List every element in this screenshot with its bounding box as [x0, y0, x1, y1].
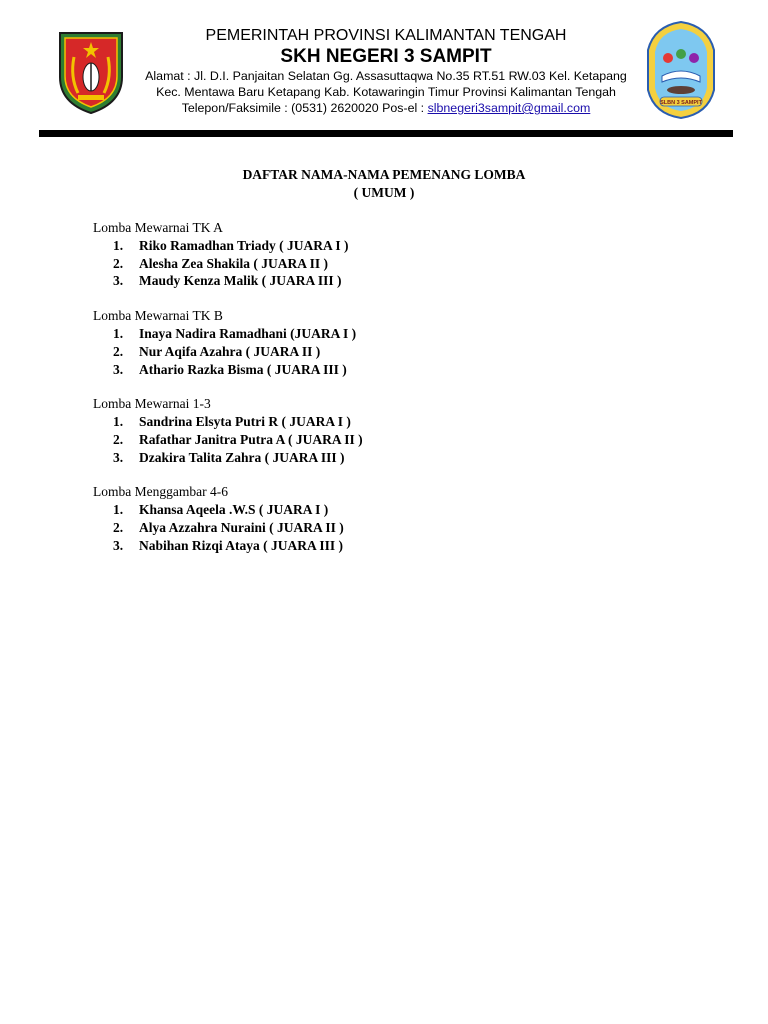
winner-name: Alesha Zea Shakila ( JUARA II ) [139, 255, 329, 271]
item-number: 2. [113, 520, 124, 536]
winner-name: Inaya Nadira Ramadhani (JUARA I ) [139, 326, 357, 342]
list-item [93, 237, 693, 255]
competition-title: Lomba Mewarnai TK B [93, 308, 223, 324]
item-number: 3. [113, 361, 124, 377]
letterhead [0, 0, 768, 140]
competition-group [93, 307, 693, 378]
government-name: PEMERINTAH PROVINSI KALIMANTAN TENGAH [205, 27, 567, 44]
list-item [93, 343, 693, 361]
winner-name: Khansa Aqeela .W.S ( JUARA I ) [139, 502, 329, 518]
competition-title: Lomba Menggambar 4-6 [93, 484, 228, 500]
list-item [93, 272, 693, 290]
svg-text:SLBN 3 SAMPIT: SLBN 3 SAMPIT [660, 100, 702, 106]
winner-name: Riko Ramadhan Triady ( JUARA I ) [139, 238, 349, 253]
item-number: 1. [113, 326, 124, 342]
item-number: 1. [113, 238, 124, 253]
address-line-2: Kec. Mentawa Baru Ketapang Kab. Kotawaringin Timur Provinsi Kalimantan Tengah [156, 85, 616, 99]
list-item [93, 537, 693, 555]
competition-title: Lomba Mewarnai 1-3 [93, 396, 211, 412]
winner-name: Dzakira Talita Zahra ( JUARA III ) [139, 449, 345, 465]
header-divider [39, 130, 733, 137]
school-emblem-icon [646, 20, 716, 120]
competition-group [93, 483, 693, 554]
item-number: 3. [113, 449, 124, 465]
list-item [93, 255, 693, 273]
list-item [93, 361, 693, 379]
document-subtitle: ( UMUM ) [353, 185, 415, 200]
winner-name: Nur Aqifa Azahra ( JUARA II ) [139, 343, 321, 359]
item-number: 2. [113, 431, 124, 447]
winner-name: Rafathar Janitra Putra A ( JUARA II ) [139, 431, 363, 447]
contact-prefix: Telepon/Faksimile : (0531) 2620020 Pos-el : [181, 101, 428, 115]
item-number: 1. [113, 502, 124, 518]
winner-name: Maudy Kenza Malik ( JUARA III ) [139, 273, 342, 289]
list-item [93, 413, 693, 431]
winner-name: Athario Razka Bisma ( JUARA III ) [139, 361, 347, 377]
item-number: 3. [113, 273, 124, 289]
item-number: 2. [113, 255, 124, 271]
competition-group [93, 219, 693, 290]
list-item [93, 449, 693, 467]
winner-name: Nabihan Rizqi Ataya ( JUARA III ) [139, 537, 344, 553]
school-name: SKH NEGERI 3 SAMPIT [280, 46, 492, 67]
list-item [93, 325, 693, 343]
provincial-emblem-icon [56, 27, 126, 115]
document-title: DAFTAR NAMA-NAMA PEMENANG LOMBA [242, 167, 526, 182]
winners-list [93, 219, 693, 571]
item-number: 2. [113, 343, 124, 359]
list-item [93, 519, 693, 537]
contact-line [130, 100, 642, 116]
list-item [93, 501, 693, 519]
item-number: 1. [113, 414, 124, 430]
item-number: 3. [113, 537, 124, 553]
email-link[interactable]: slbnegeri3sampit@gmail.com [427, 101, 591, 115]
list-item [93, 431, 693, 449]
winner-name: Sandrina Elsyta Putri R ( JUARA I ) [139, 414, 351, 430]
competition-group [93, 395, 693, 466]
competition-title: Lomba Mewarnai TK A [93, 220, 223, 235]
winner-name: Alya Azzahra Nuraini ( JUARA II ) [139, 520, 344, 536]
address-line-1: Alamat : Jl. D.I. Panjaitan Selatan Gg. Assasuttaqwa No.35 RT.51 RW.03 Kel. Ketapang [145, 69, 627, 83]
